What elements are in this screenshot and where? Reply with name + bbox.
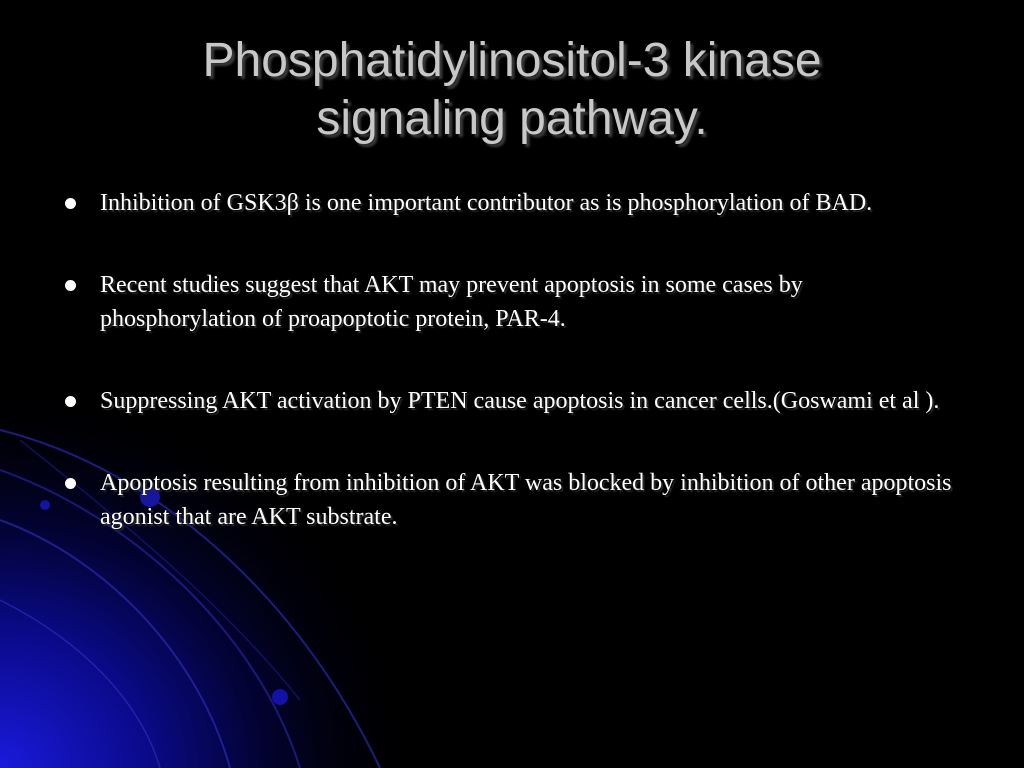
bullet-dot-icon [65,198,76,209]
bullet-text: Suppressing AKT activation by PTEN cause apoptosis in cancer cells.(Goswami et al ). [100,388,940,414]
bullet-item [62,268,962,336]
bullet-dot-icon [65,396,76,407]
title-line-2: signaling pathway. [316,92,708,145]
bullet-item [62,384,962,418]
decor-dot [272,689,288,705]
title-line-1: Phosphatidylinositol-3 kinase [202,34,822,87]
bullet-text: Apoptosis resulting from inhibition of AKT was blocked by inhibition of other apoptosis agonist that are AKT substrate. [100,470,952,530]
slide-title [0,32,1024,148]
bullet-dot-icon [65,478,76,489]
bullet-item [62,466,962,534]
bullet-text: Recent studies suggest that AKT may prevent apoptosis in some cases by phosphorylation of proapoptotic protein, PAR-4. [100,272,803,332]
decor-dot [40,500,50,510]
bullet-list [62,186,962,582]
bullet-item [62,186,962,220]
bullet-text: Inhibition of GSK3β is one important contributor as is phosphorylation of BAD. [100,190,873,216]
bullet-dot-icon [65,280,76,291]
